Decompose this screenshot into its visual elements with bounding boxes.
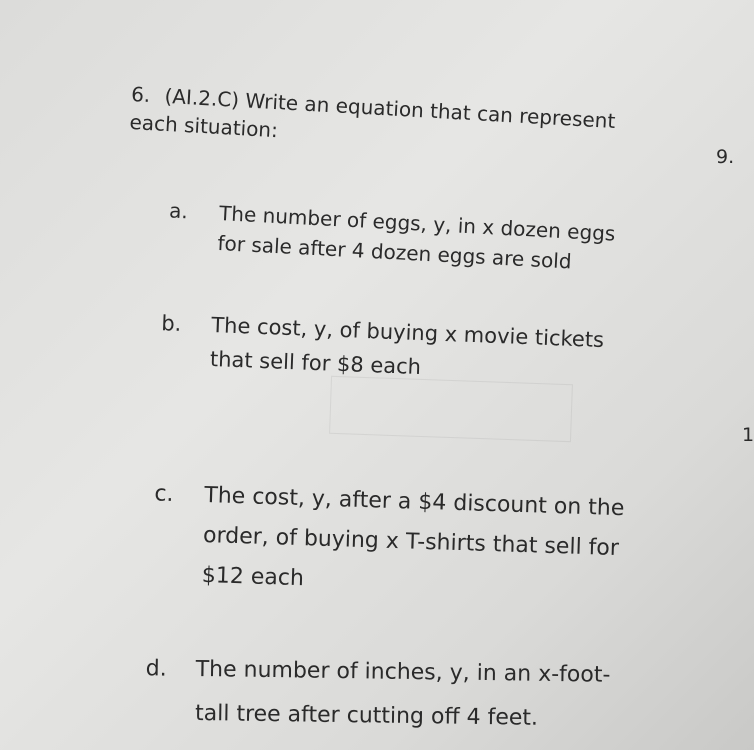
item-letter: d. [145, 656, 167, 682]
side-question-number: 9. [716, 146, 735, 168]
side-question-number-partial: 1 [742, 424, 754, 446]
item-text: The cost, y, of buying x movie tickets that sell for $8 each [209, 312, 605, 380]
item-text: The cost, y, after a $4 discount on the order, of buying x T-shirts that sell for $12 each [201, 482, 625, 592]
question-header [129, 80, 651, 165]
question-prompt: (AI.2.C) Write an equation that can represent each situation: [128, 83, 616, 143]
item-text: The number of inches, y, in an x-foot- tall tree after cutting off 4 feet. [194, 656, 611, 731]
question-item-b [160, 308, 651, 393]
question-item-a [168, 198, 660, 281]
question-item-d [145, 648, 676, 743]
item-letter: b. [160, 311, 182, 336]
question-item-c [154, 476, 665, 610]
question-number: 6. [130, 81, 151, 108]
item-letter: a. [168, 198, 189, 224]
item-text: The number of eggs, y, in x dozen eggs for sale after 4 dozen eggs are sold [217, 200, 616, 274]
item-letter: c. [154, 481, 174, 508]
